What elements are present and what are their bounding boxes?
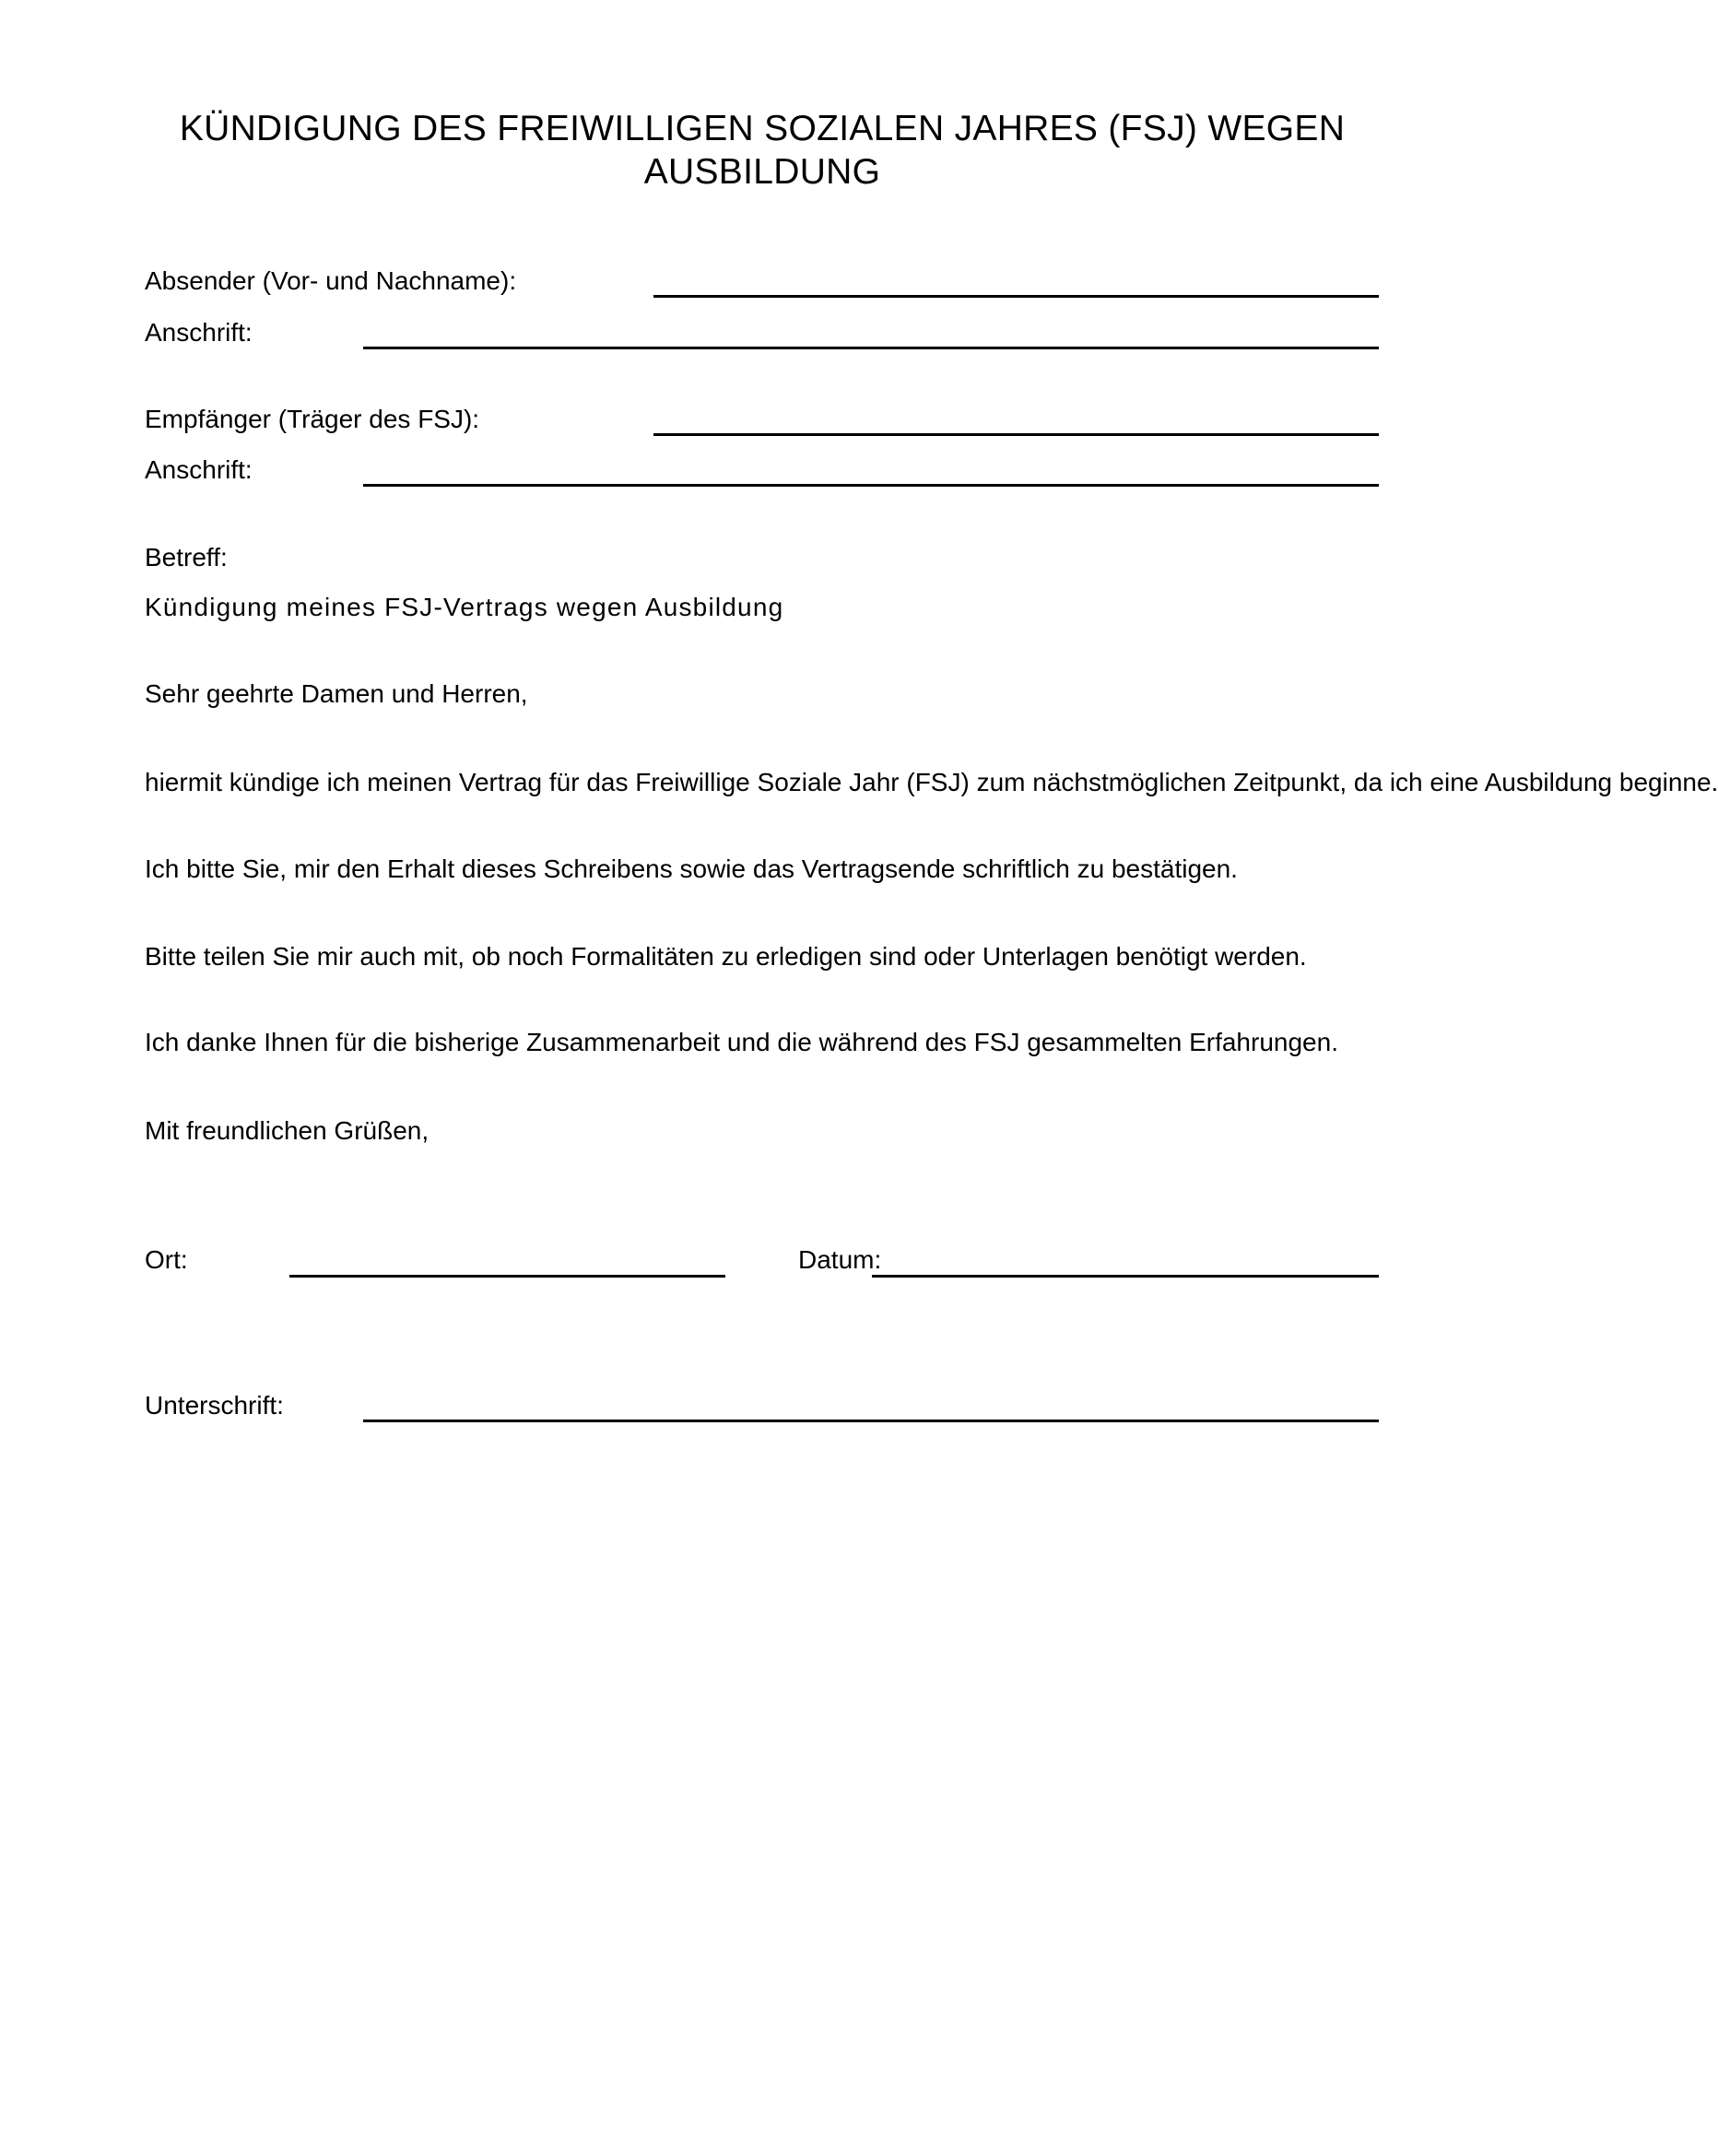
sender-name-field[interactable] [653,295,1379,298]
date-label: Datum: [798,1245,882,1274]
document-title-line-1: KÜNDIGUNG DES FREIWILLIGEN SOZIALEN JAHRES (FSJ) WEGEN [179,109,1346,148]
document-title [120,107,1405,194]
date-field[interactable] [872,1275,1379,1278]
body-paragraph-1: hiermit kündige ich meinen Vertrag für das Freiwillige Soziale Jahr (FSJ) zum nächstmöglichen Zeitpunkt, da ich eine Ausbildung beginne. [145,768,1718,796]
subject-label: Betreff: [145,543,228,571]
recipient-address-label: Anschrift: [145,455,253,484]
recipient-name-field[interactable] [653,433,1379,436]
sender-name-label: Absender (Vor- und Nachname): [145,266,517,295]
signature-label: Unterschrift: [145,1391,284,1420]
signature-field[interactable] [363,1420,1379,1422]
closing: Mit freundlichen Grüßen, [145,1116,430,1145]
place-label: Ort: [145,1245,188,1274]
recipient-address-field[interactable] [363,484,1379,487]
document-title-line-2: AUSBILDUNG [643,152,881,192]
salutation: Sehr geehrte Damen und Herren, [145,679,528,708]
body-paragraph-2: Ich bitte Sie, mir den Erhalt dieses Schreibens sowie das Vertragsende schriftlich zu bestätigen. [145,854,1238,883]
subject-text: Kündigung meines FSJ-Vertrags wegen Ausbildung [145,593,784,621]
body-paragraph-4: Ich danke Ihnen für die bisherige Zusammenarbeit und die während des FSJ gesammelten Erfahrungen. [145,1028,1338,1056]
sender-address-field[interactable] [363,347,1379,349]
sender-address-label: Anschrift: [145,318,253,347]
body-paragraph-3: Bitte teilen Sie mir auch mit, ob noch Formalitäten zu erledigen sind oder Unterlagen benötigt werden. [145,942,1307,971]
place-field[interactable] [289,1275,725,1278]
recipient-name-label: Empfänger (Träger des FSJ): [145,405,480,433]
